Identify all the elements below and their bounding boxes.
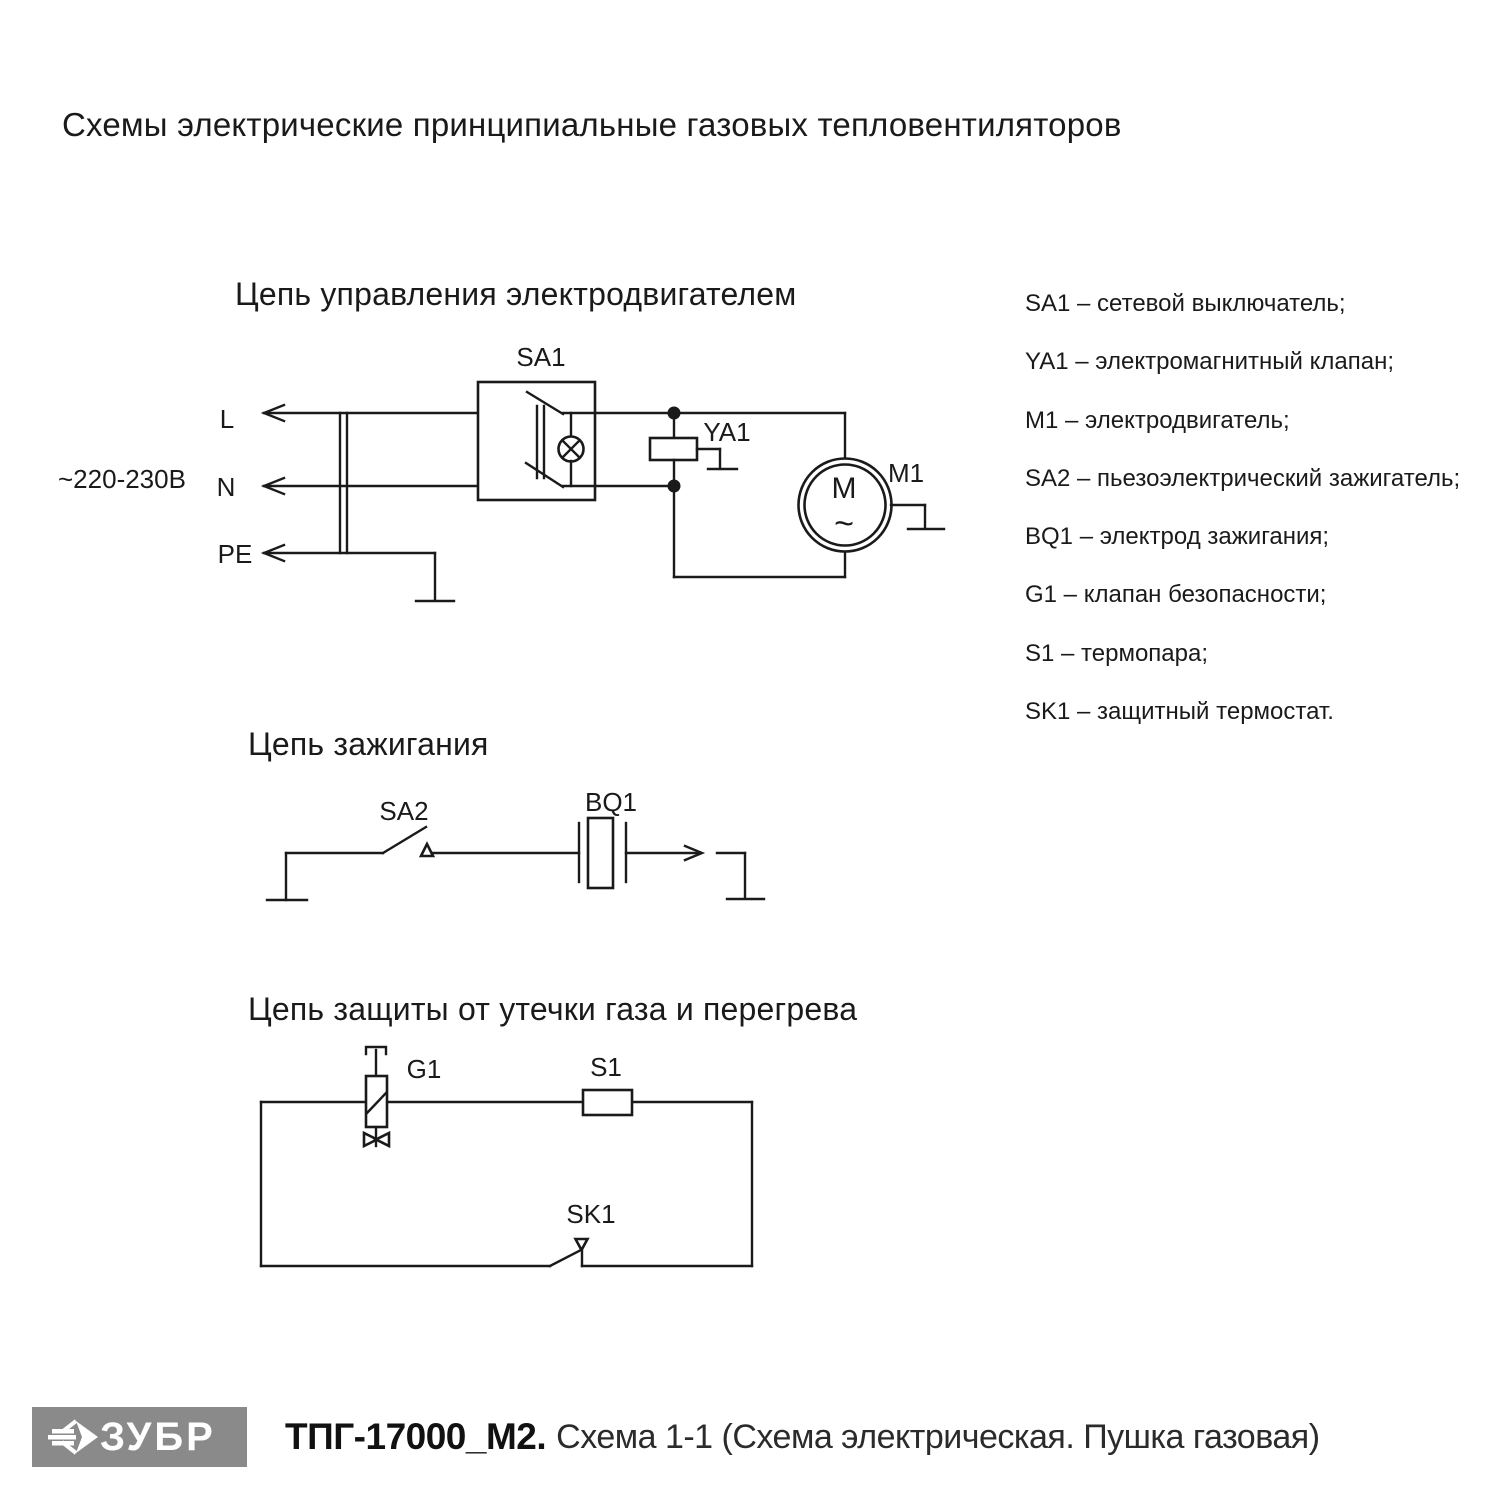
zubr-logo xyxy=(32,1407,247,1467)
line-l-label: L xyxy=(219,404,235,434)
motor-ac-wave: ~ xyxy=(834,505,854,543)
legend-item-ya1: YA1 – электромагнитный клапан; xyxy=(1025,348,1395,375)
ground-icon xyxy=(267,853,307,900)
legend-item-m1: M1 – электродвигатель; xyxy=(1025,407,1290,434)
scheme-caption: Схема 1-1 (Схема электрическая. Пушка газовая) xyxy=(556,1417,1320,1456)
brand-name: ЗУБР xyxy=(100,1415,216,1459)
cable-double-line xyxy=(340,413,347,553)
ya1-label: YA1 xyxy=(703,417,751,447)
circuit2-title: Цепь зажигания xyxy=(248,726,489,762)
ground-icon xyxy=(717,853,764,899)
bq1-label: BQ1 xyxy=(584,787,638,817)
footer-caption xyxy=(285,1407,1320,1467)
arrow-left-icon xyxy=(264,405,284,561)
zubr-brand-icon xyxy=(44,1412,100,1462)
circuit3-title: Цепь защиты от утечки газа и перегрева xyxy=(248,991,858,1027)
junction-dot xyxy=(668,480,681,493)
g1-safety-valve-symbol xyxy=(364,1047,389,1146)
sa2-piezo-switch-symbol xyxy=(383,827,433,856)
line-pe-label: PE xyxy=(217,539,253,569)
legend-item-sa2: SA2 – пьезоэлектрический зажигатель; xyxy=(1025,465,1461,492)
motor-control-circuit xyxy=(58,342,944,601)
g1-label: G1 xyxy=(406,1054,442,1084)
voltage-label: ~220-230В xyxy=(58,464,186,494)
s1-thermocouple-symbol xyxy=(583,1090,632,1115)
sa2-label: SA2 xyxy=(379,796,429,826)
legend-item-g1: G1 – клапан безопасности; xyxy=(1025,581,1327,608)
legend-item-s1: S1 – термопара; xyxy=(1025,640,1209,667)
model-number: ТПГ-17000_М2. xyxy=(285,1416,547,1457)
legend-item-sk1: SK1 – защитный термостат. xyxy=(1025,698,1334,725)
protection-circuit xyxy=(261,1047,752,1266)
ground-icon xyxy=(416,553,454,601)
legend-item-bq1: BQ1 – электрод зажигания; xyxy=(1025,523,1330,550)
ground-icon xyxy=(891,505,944,529)
m1-label: M1 xyxy=(888,458,925,488)
line-n-label: N xyxy=(216,472,236,502)
sk1-label: SK1 xyxy=(566,1199,616,1229)
bq1-electrode-symbol xyxy=(579,818,626,888)
ground-icon xyxy=(697,449,737,469)
sk1-thermostat-symbol xyxy=(550,1239,588,1266)
sa1-switch-symbol xyxy=(478,382,595,500)
circuit1-title: Цепь управления электродвигателем xyxy=(235,276,797,312)
legend-item-sa1: SA1 – сетевой выключатель; xyxy=(1025,290,1346,317)
page-title: Схемы электрические принципиальные газовых тепловентиляторов xyxy=(62,106,1122,143)
sa1-label: SA1 xyxy=(516,342,566,372)
s1-label: S1 xyxy=(590,1052,622,1082)
motor-letter: M xyxy=(831,472,857,505)
junction-dot xyxy=(668,407,681,420)
ignition-circuit xyxy=(267,787,764,900)
